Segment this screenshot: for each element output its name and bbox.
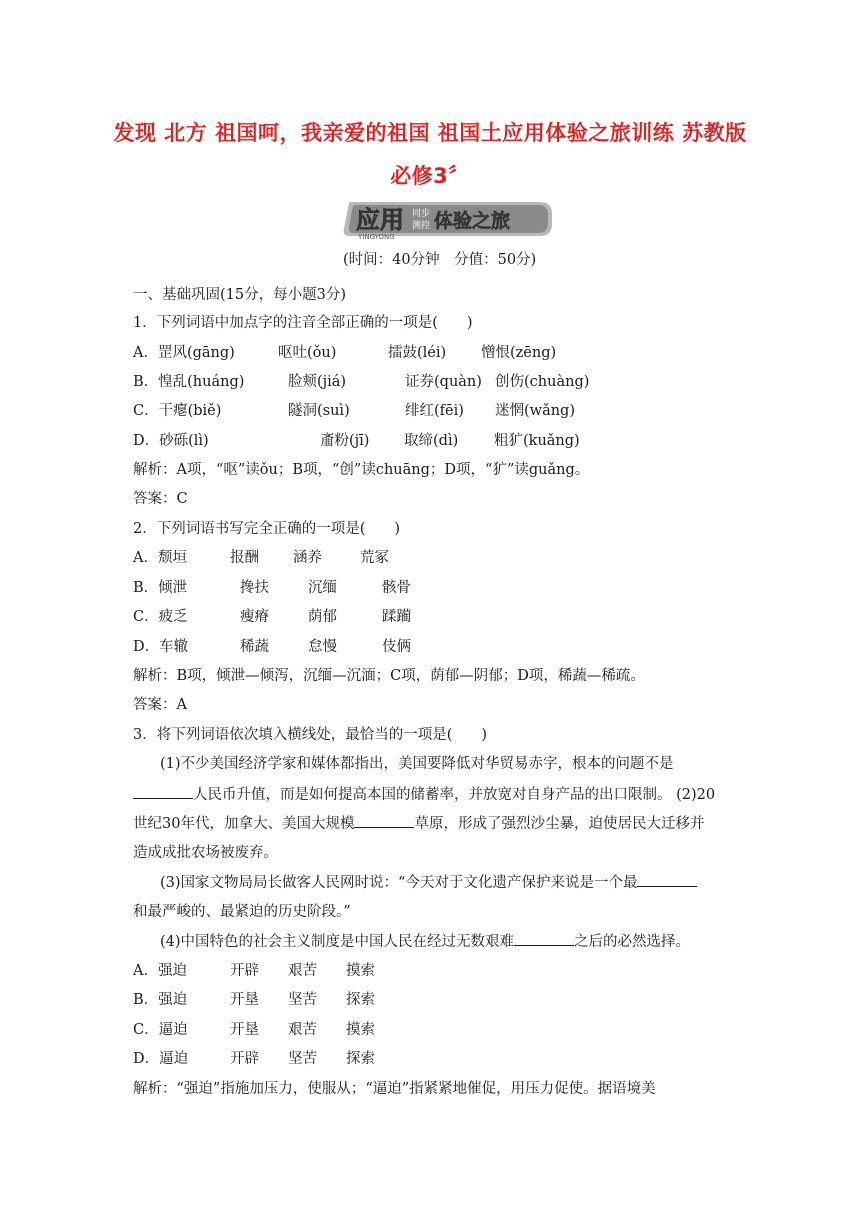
q3-passage-1c: 世纪30年代，加拿大、美国大规模 草原，形成了强烈沙尘暴，迫使居民大迁移并	[133, 813, 704, 834]
q3-passage-3b: 和最严峻的、最紧迫的历史阶段。”	[133, 904, 351, 920]
q3-option-d: D．逼迫 开辟 坚苦 探索	[133, 1051, 375, 1067]
q1-answer: 答案：C	[133, 491, 188, 507]
q3-passage-1a: (1)不少美国经济学家和媒体都指出，美国要降低对华贸易赤字，根本的问题不是	[160, 756, 674, 772]
q1-option-c: C．干瘪(biě) 隧洞(suì) 绯红(fēi) 迷惘(wǎng)	[133, 403, 575, 419]
banner-right-text: 体验之旅	[434, 210, 511, 232]
document-title-line2: 必修3〞	[390, 164, 470, 188]
document-title-line1: 发现 北方 祖国呵，我亲爱的祖国 祖国土应用体验之旅训练 苏教版	[113, 121, 747, 145]
q1-option-b: B．惶乱(huáng) 脸颊(jiá) 证券(quàn) 创伤(chuàng)	[133, 374, 590, 390]
fill-blank-1	[133, 784, 193, 799]
q1-option-d: D．砂砾(lì) 齑粉(jī) 取缔(dì) 粗犷(kuǎng)	[133, 433, 580, 449]
q1-option-a: A．罡风(gāng) 呕吐(ǒu) 擂鼓(léi) 憎恨(zēng)	[133, 345, 557, 361]
banner-small-top: 同步	[412, 209, 431, 219]
q3-passage-1d: 造成成批农场被废弃。	[133, 845, 278, 861]
banner-pinyin: YINGYONG	[358, 233, 395, 240]
fill-blank-2	[354, 813, 414, 828]
q2-option-c: C．疲乏 瘦瘠 荫郁 蹂躏	[133, 609, 411, 625]
fill-blank-3	[637, 872, 697, 887]
q2-stem: 2．下列词语书写完全正确的一项是( )	[133, 521, 401, 537]
q3-analysis: 解析：“强迫”指施加压力，使服从；“逼迫”指紧紧地催促，用压力促使。据语境美	[133, 1081, 656, 1097]
banner-small-bottom: 测控	[412, 221, 431, 231]
q2-option-a: A．颓垣 报酬 涵养 荒冢	[133, 550, 389, 566]
q3-passage-1b: 人民币升值，而是如何提高本国的储蓄率，并放宽对自身产品的出口限制。 (2)20	[133, 784, 715, 805]
q3-option-c: C．逼迫 开垦 艰苦 摸索	[133, 1022, 375, 1038]
q3-option-a: A．强迫 开辟 艰苦 摸索	[133, 963, 375, 979]
time-score-meta: (时间：40分钟 分值：50分)	[343, 252, 537, 268]
fill-blank-4	[514, 931, 574, 946]
q2-analysis: 解析：B项，倾泄—倾泻，沉缅—沉湎；C项，荫郁—阴郁；D项，稀蔬—稀疏。	[133, 668, 645, 684]
q3-option-b: B．强迫 开垦 坚苦 探索	[133, 992, 375, 1008]
q2-option-b: B．倾泄 搀扶 沉缅 骸骨	[133, 580, 411, 596]
q2-option-d: D．车辙 稀蔬 怠慢 伎俩	[133, 639, 411, 655]
q3-passage-3a: (3)国家文物局局长做客人民网时说：“今天对于文化遗产保护来说是一个最	[160, 872, 697, 893]
q3-passage-4: (4)中国特色的社会主义制度是中国人民在经过无数艰难 之后的必然选择。	[160, 931, 690, 952]
q3-stem: 3．将下列词语依次填入横线处，最恰当的一项是( )	[133, 727, 488, 743]
section-heading: 一、基础巩固(15分，每小题3分)	[133, 287, 346, 303]
banner-main-text: 应用	[356, 206, 404, 234]
q2-answer: 答案：A	[133, 697, 187, 713]
q1-analysis: 解析：A项，“呕”读ǒu；B项，“创”读chuāng；D项，“犷”读guǎng。	[133, 462, 590, 478]
section-banner	[340, 196, 556, 240]
q1-stem: 1．下列词语中加点字的注音全部正确的一项是( )	[133, 315, 473, 331]
